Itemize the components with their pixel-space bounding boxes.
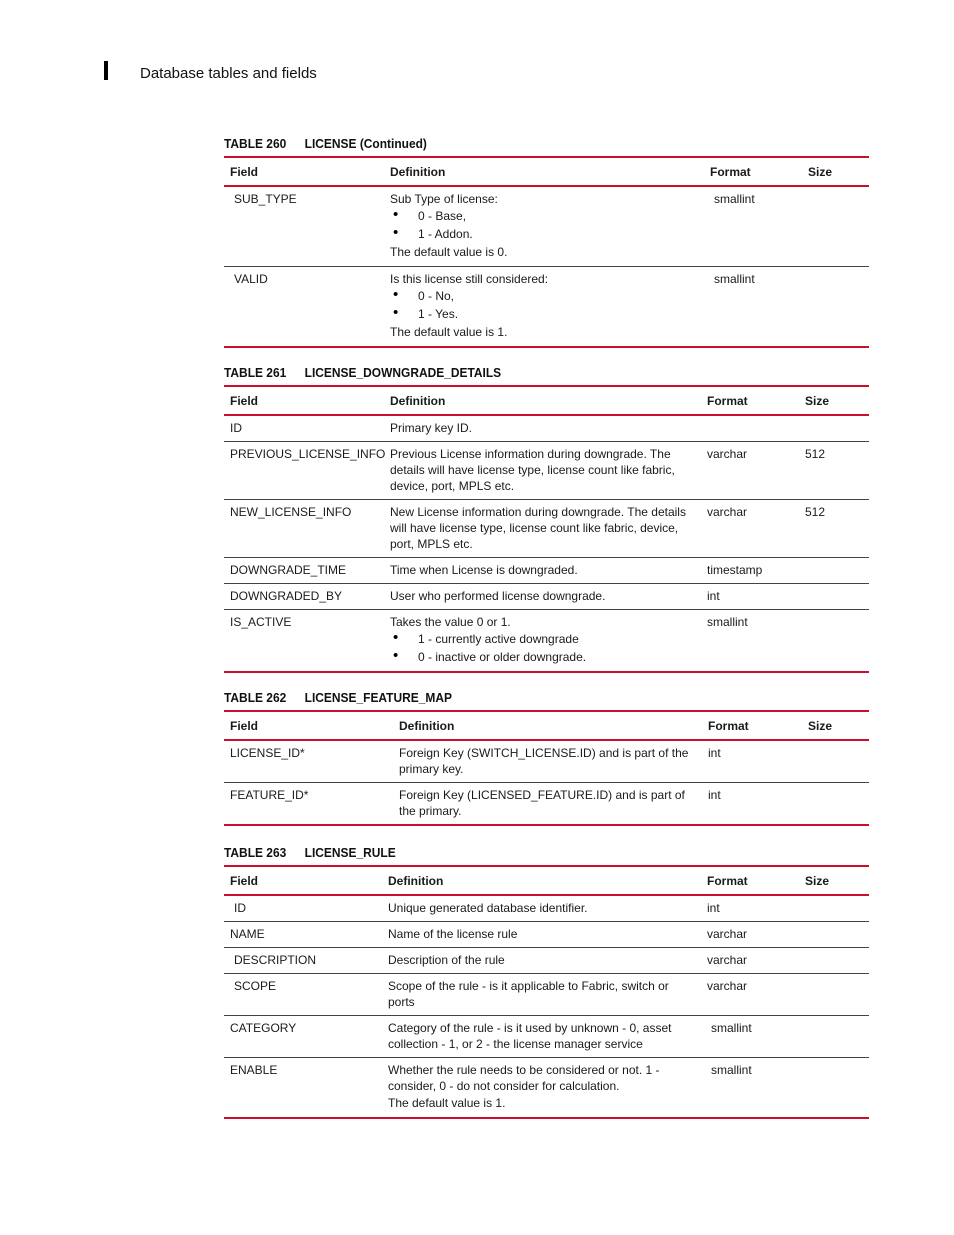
col-header-field: Field xyxy=(230,164,259,179)
bullet-list xyxy=(390,287,698,323)
field-cell: SCOPE xyxy=(234,979,277,993)
size-cell xyxy=(802,267,869,348)
field-cell: FEATURE_ID* xyxy=(230,788,309,802)
table-262 xyxy=(224,689,869,826)
running-header: Database tables and fields xyxy=(140,65,317,82)
definition-cell: Time when License is downgraded. xyxy=(390,563,578,577)
col-header-field: Field xyxy=(230,873,259,888)
license-rule-table xyxy=(224,865,869,1119)
field-cell: DESCRIPTION xyxy=(234,953,317,967)
size-cell xyxy=(799,922,869,948)
bullet-item: • 1 - Addon. xyxy=(390,225,698,243)
table-caption xyxy=(224,135,817,156)
format-cell: varchar xyxy=(707,979,748,993)
col-header-format: Format xyxy=(708,718,749,733)
size-cell: 512 xyxy=(805,447,826,461)
format-cell: varchar xyxy=(707,447,748,461)
definition-note: The default value is 1. xyxy=(390,325,508,339)
definition-cell: Primary key ID. xyxy=(390,421,473,435)
size-cell xyxy=(799,558,869,584)
table-row xyxy=(224,783,869,826)
table-label: TABLE 261 xyxy=(224,365,287,380)
definition-cell: New License information during downgrade. The details will have license type, license count like fabric, device, port, MPLS etc. xyxy=(390,505,686,551)
field-cell: ENABLE xyxy=(230,1063,278,1077)
table-caption xyxy=(224,364,817,385)
table-row xyxy=(224,415,869,442)
table-row xyxy=(224,1016,869,1058)
table-row xyxy=(224,500,869,558)
field-cell: VALID xyxy=(234,272,268,286)
definition-cell: Description of the rule xyxy=(388,953,505,967)
table-row xyxy=(224,584,869,610)
definition-cell xyxy=(384,186,704,267)
size-cell xyxy=(799,584,869,610)
definition-cell xyxy=(384,267,704,348)
format-cell: smallint xyxy=(714,272,755,286)
col-header-definition: Definition xyxy=(399,718,455,733)
definition-cell: Unique generated database identifier. xyxy=(388,901,588,915)
field-cell: NEW_LICENSE_INFO xyxy=(230,505,352,519)
format-cell: int xyxy=(708,746,721,760)
format-cell: smallint xyxy=(714,192,755,206)
definition-cell: Name of the license rule xyxy=(388,927,518,941)
table-caption xyxy=(224,844,817,865)
table-row xyxy=(224,974,869,1016)
field-cell: ID xyxy=(234,901,246,915)
license-table xyxy=(224,156,869,348)
table-title: LICENSE_FEATURE_MAP xyxy=(304,690,452,705)
col-header-size: Size xyxy=(805,393,830,408)
table-row xyxy=(224,922,869,948)
bullet-item: • 0 - No, xyxy=(390,287,698,305)
format-cell: varchar xyxy=(707,927,748,941)
field-cell: LICENSE_ID* xyxy=(230,746,305,760)
col-header-format: Format xyxy=(707,393,748,408)
table-263 xyxy=(224,844,869,1119)
size-cell xyxy=(799,610,869,673)
col-header-size: Size xyxy=(808,718,833,733)
table-260 xyxy=(224,135,869,348)
definition-cell: Foreign Key (SWITCH_LICENSE.ID) and is part of the primary key. xyxy=(399,746,689,776)
size-cell xyxy=(799,1058,869,1119)
table-label: TABLE 262 xyxy=(224,690,287,705)
format-cell: smallint xyxy=(711,1063,752,1077)
field-cell: IS_ACTIVE xyxy=(230,615,292,629)
table-row xyxy=(224,895,869,922)
field-cell: DOWNGRADE_TIME xyxy=(230,563,347,577)
col-header-size: Size xyxy=(805,873,830,888)
definition-cell: Previous License information during downgrade. The details will have license type, license count like fabric, device, port, MPLS etc. xyxy=(390,447,675,493)
table-row xyxy=(224,610,869,673)
definition-intro: Sub Type of license: xyxy=(390,192,498,206)
table-label: TABLE 260 xyxy=(224,136,287,151)
size-cell xyxy=(799,974,869,1016)
table-caption xyxy=(224,689,817,710)
table-header-row xyxy=(224,386,869,415)
size-cell xyxy=(802,783,869,826)
field-cell: ID xyxy=(230,421,242,435)
table-title: LICENSE_RULE xyxy=(304,845,396,860)
size-cell xyxy=(799,895,869,922)
license-feature-map-table xyxy=(224,710,869,826)
size-cell xyxy=(799,948,869,974)
table-header-row xyxy=(224,711,869,740)
size-cell: 512 xyxy=(805,505,826,519)
table-label: TABLE 263 xyxy=(224,845,287,860)
margin-change-bar xyxy=(104,61,108,80)
col-header-format: Format xyxy=(710,164,751,179)
field-cell: DOWNGRADED_BY xyxy=(230,589,343,603)
format-cell xyxy=(701,415,799,442)
definition-note: The default value is 1. xyxy=(388,1096,506,1110)
col-header-size: Size xyxy=(808,164,833,179)
size-cell xyxy=(802,186,869,267)
definition-note: The default value is 0. xyxy=(390,245,508,259)
size-cell xyxy=(802,740,869,783)
bullet-item: • 1 - currently active downgrade xyxy=(390,630,695,648)
bullet-item: • 0 - inactive or older downgrade. xyxy=(390,648,695,666)
format-cell: timestamp xyxy=(707,563,763,577)
field-cell: NAME xyxy=(230,927,265,941)
table-row xyxy=(224,267,869,348)
bullet-list xyxy=(390,207,698,243)
col-header-field: Field xyxy=(230,718,259,733)
col-header-definition: Definition xyxy=(390,164,446,179)
size-cell xyxy=(799,415,869,442)
definition-intro: Takes the value 0 or 1. xyxy=(390,615,511,629)
table-row xyxy=(224,186,869,267)
format-cell: smallint xyxy=(707,615,748,629)
format-cell: varchar xyxy=(707,505,748,519)
definition-cell: Foreign Key (LICENSED_FEATURE.ID) and is part of the primary. xyxy=(399,788,685,818)
field-cell: CATEGORY xyxy=(230,1021,297,1035)
table-row xyxy=(224,558,869,584)
col-header-format: Format xyxy=(707,873,748,888)
license-downgrade-details-table xyxy=(224,385,869,673)
format-cell: int xyxy=(708,788,721,802)
table-row xyxy=(224,442,869,500)
field-cell: PREVIOUS_LICENSE_INFO xyxy=(230,447,386,461)
size-cell xyxy=(799,1016,869,1058)
col-header-field: Field xyxy=(230,393,259,408)
table-261 xyxy=(224,364,869,673)
col-header-definition: Definition xyxy=(390,393,446,408)
table-header-row xyxy=(224,866,869,895)
format-cell: smallint xyxy=(711,1021,752,1035)
table-title: LICENSE_DOWNGRADE_DETAILS xyxy=(304,365,502,380)
definition-cell: Scope of the rule - is it applicable to Fabric, switch or ports xyxy=(388,979,669,1009)
field-cell: SUB_TYPE xyxy=(234,192,297,206)
table-title: LICENSE (Continued) xyxy=(304,136,427,151)
bullet-item: • 1 - Yes. xyxy=(390,305,698,323)
table-row xyxy=(224,740,869,783)
definition-text: Whether the rule needs to be considered or not. 1 - consider, 0 - do not consider for calculation. xyxy=(388,1063,660,1093)
definition-intro: Is this license still considered: xyxy=(390,272,549,286)
format-cell: int xyxy=(707,589,720,603)
definition-cell: Category of the rule - is it used by unknown - 0, asset collection - 1, or 2 - the license manager service xyxy=(388,1021,672,1051)
table-header-row xyxy=(224,157,869,186)
table-row xyxy=(224,948,869,974)
table-row xyxy=(224,1058,869,1119)
definition-cell: User who performed license downgrade. xyxy=(390,589,606,603)
definition-cell xyxy=(384,610,701,673)
col-header-definition: Definition xyxy=(388,873,444,888)
bullet-item: • 0 - Base, xyxy=(390,207,698,225)
bullet-list xyxy=(390,630,695,666)
definition-cell xyxy=(382,1058,701,1119)
format-cell: int xyxy=(707,901,720,915)
format-cell: varchar xyxy=(707,953,748,967)
